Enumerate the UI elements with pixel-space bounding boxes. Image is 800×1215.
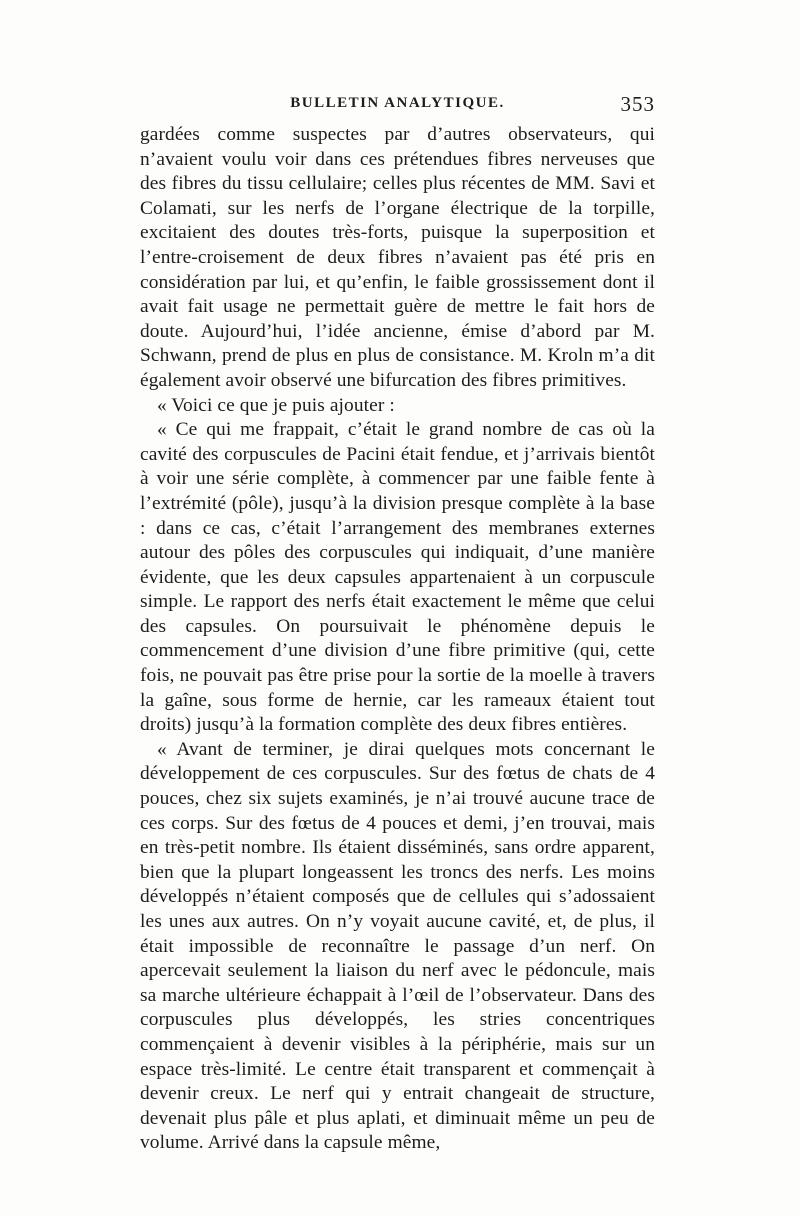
paragraph: « Ce qui me frappait, c’était le grand nombre de cas où la cavité des corpuscules de Pacini était fendue, et j’arrivais bientôt à voir une série complète, à commencer par une faible fente à l’extrémité (pôle), jusqu’à la division presque complète à la base : dans ce cas, c’était l’arrangement des membranes externes autour des pôles des corpuscules qui indiquait, d’une manière évidente, que les deux capsules appartenaient à un corpuscule simple. Le rapport des nerfs était exactement le même que celui des capsules. On poursuivait le phénomène depuis le commencement d’une division d’une fibre primitive (qui, cette fois, ne pouvait pas être prise pour la sortie de la moelle à travers la gaîne, sous forme de hernie, car les rameaux étaient tout droits) jusqu’à la formation complète des deux fibres entières. [140,419,655,736]
running-title: BULLETIN ANALYTIQUE. [290,95,505,111]
paragraph: gardées comme suspectes par d’autres observateurs, qui n’avaient voulu voir dans ces prétendues fibres nerveuses que des fibres du tissu cellulaire; celles plus récentes de MM. Savi et Colamati, sur les nerfs de l’organe électrique de la torpille, excitaient des doutes très-forts, puisque la superposition et l’entre-croisement de deux fibres n’avaient pas été pris en considération par lui, et qu’enfin, le faible grossissement dont il avait fait usage ne permettait guère de mettre le fait hors de doute. Aujourd’hui, l’idée ancienne, émise d’abord par M. Schwann, prend de plus en plus de consistance. M. Kroln m’a dit également avoir observé une bifurcation des fibres primitives. [140,124,655,391]
page-number: 353 [620,92,655,116]
paragraph: « Voici ce que je puis ajouter : [157,394,395,416]
running-head [140,92,655,119]
body-text [140,123,655,1156]
paragraph: « Avant de terminer, je dirai quelques mots concernant le développement de ces corpuscules. Sur des fœtus de chats de 4 pouces, chez six sujets examinés, je n’ai trouvé aucune trace de ces corps. Sur des fœtus de 4 pouces et demi, j’en trouvai, mais en très-petit nombre. Ils étaient disséminés, sans ordre apparent, bien que la plupart longeassent les troncs des nerfs. Les moins développés n’étaient composés que de cellules qui s’adossaient les unes aux autres. On n’y voyait aucune cavité, et, de plus, il était impossible de reconnaître le passage d’un nerf. On apercevait seulement la liaison du nerf avec le pédoncule, mais sa marche ultérieure échappait à l’œil de l’observateur. Dans des corpuscules plus développés, les stries concentriques commençaient à devenir visibles à la périphérie, mais sur un espace très-limité. Le centre était transparent et commençait à devenir creux. Le nerf qui y entrait changeait de structure, devenait plus pâle et plus aplati, et diminuait même un peu de volume. Arrivé dans la capsule même, [140,738,655,1154]
